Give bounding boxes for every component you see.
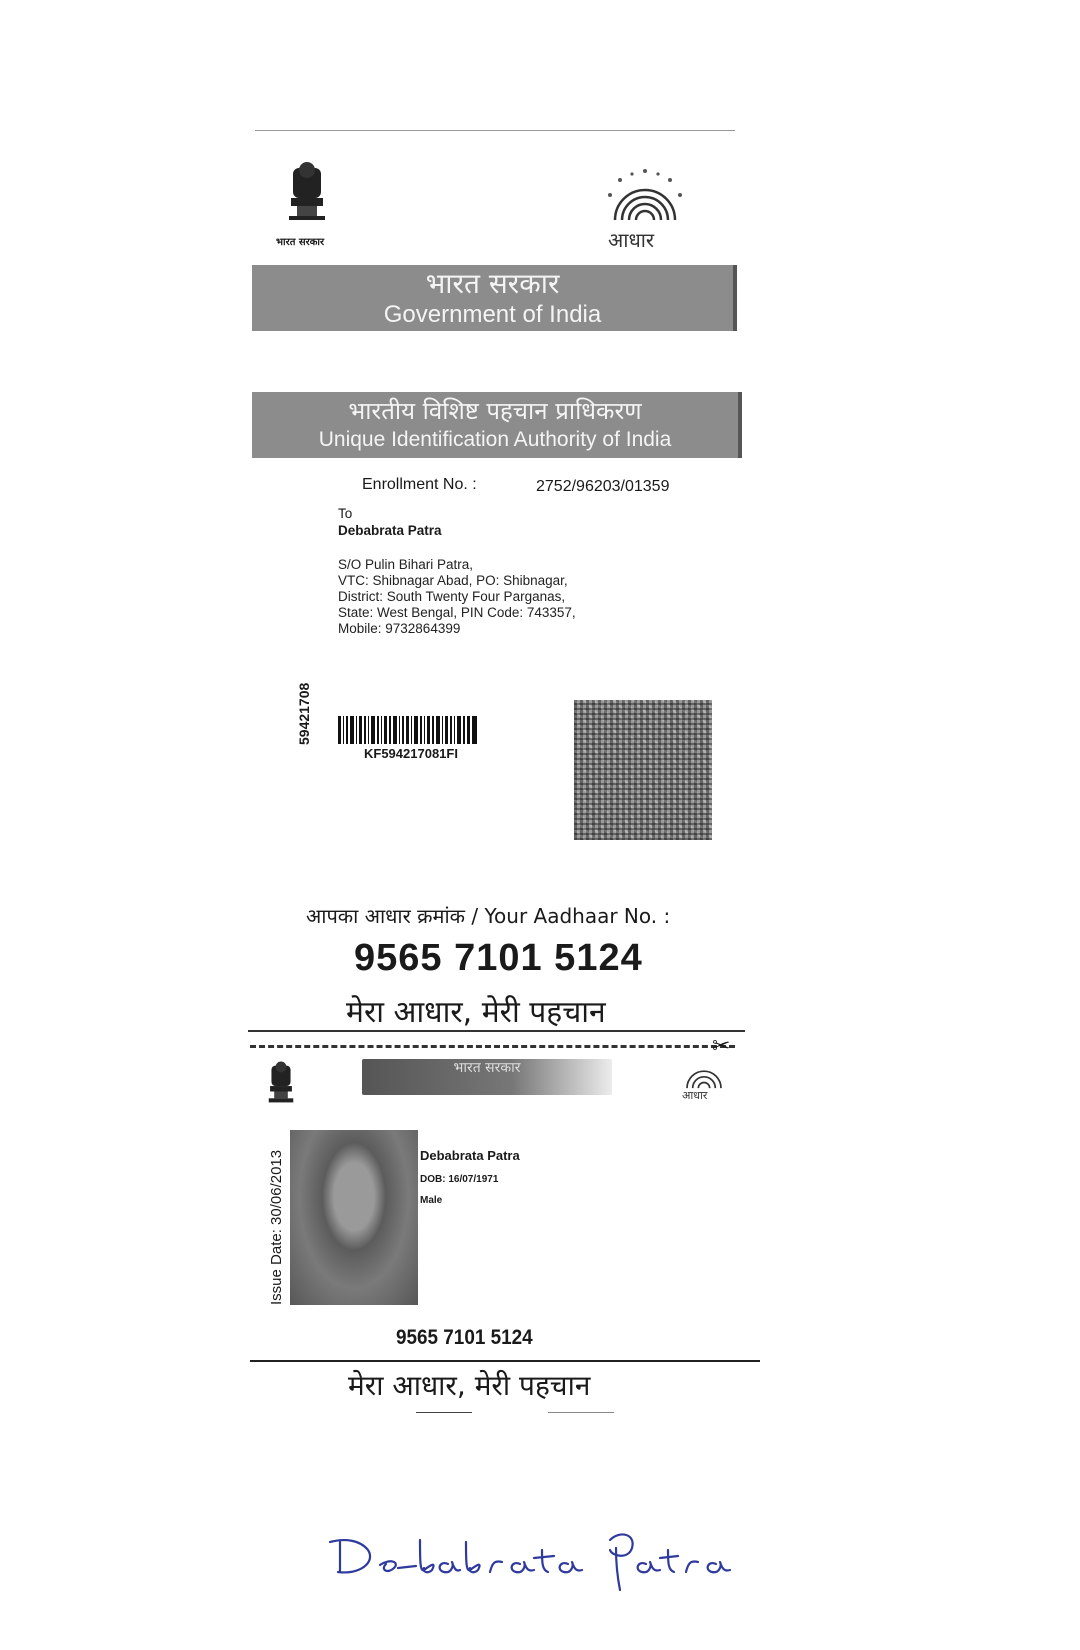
card-tagline: मेरा आधार, मेरी पहचान [348,1369,591,1402]
tagline-underline-right [548,1412,614,1413]
scissors-icon: ✂ [712,1034,731,1059]
national-emblem-icon-small [266,1058,296,1110]
gov-banner-hindi: भारत सरकार [425,267,560,300]
tagline-underline-left [416,1412,472,1413]
emblem-caption: भारत सरकार [276,237,325,248]
cut-line [250,1045,735,1048]
aadhaar-number: 9565 7101 5124 [354,937,643,979]
holder-dob: DOB: 16/07/1971 [420,1174,499,1185]
national-emblem-icon [285,160,329,230]
separator-rule [248,1030,745,1032]
address-line: Mobile: 9732864399 [338,621,461,636]
aadhaar-logo-text-small: आधार [682,1089,708,1102]
barcode [338,716,508,744]
aadhaar-number-label: आपका आधार क्रमांक / Your Aadhaar No. : [306,904,671,928]
enrollment-number: 2752/96203/01359 [536,478,670,495]
card-bottom-rule [250,1360,760,1362]
barcode-text: KF594217081FI [364,746,458,761]
uidai-banner [252,392,742,458]
handwritten-signature [320,1520,740,1600]
address-line: VTC: Shibnagar Abad, PO: Shibnagar, [338,573,568,588]
issue-date: Issue Date: 30/06/2013 [268,1149,285,1305]
gov-strip-text: भारत सरकार [453,1060,521,1076]
holder-photo [290,1130,418,1305]
gov-strip-faded [362,1059,612,1095]
recipient-name: Debabrata Patra [338,523,442,538]
uidai-banner-hindi: भारतीय विशिष्ट पहचान प्राधिकरण [348,397,642,425]
uidai-banner-english: Unique Identification Authority of India [318,428,672,451]
gov-banner-english: Government of India [383,301,602,328]
address-line: State: West Bengal, PIN Code: 743357, [338,605,576,620]
card-aadhaar-number: 9565 7101 5124 [396,1326,533,1349]
aadhaar-logo-text: आधार [608,228,655,252]
to-label: To [338,506,353,521]
qr-code [574,700,712,840]
aadhaar-fingerprint-logo-icon-small [678,1057,730,1091]
holder-gender: Male [420,1195,443,1206]
address-line: S/O Pulin Bihari Patra, [338,557,474,572]
enrollment-label: Enrollment No. : [362,476,477,493]
address-block [338,557,576,637]
side-code: 59421708 [296,682,312,745]
gov-banner [252,265,737,331]
address-line: District: South Twenty Four Parganas, [338,589,566,604]
holder-name: Debabrata Patra [420,1148,520,1163]
tagline: मेरा आधार, मेरी पहचान [346,995,606,1030]
aadhaar-fingerprint-logo-icon [600,165,690,225]
top-rule [255,130,735,131]
